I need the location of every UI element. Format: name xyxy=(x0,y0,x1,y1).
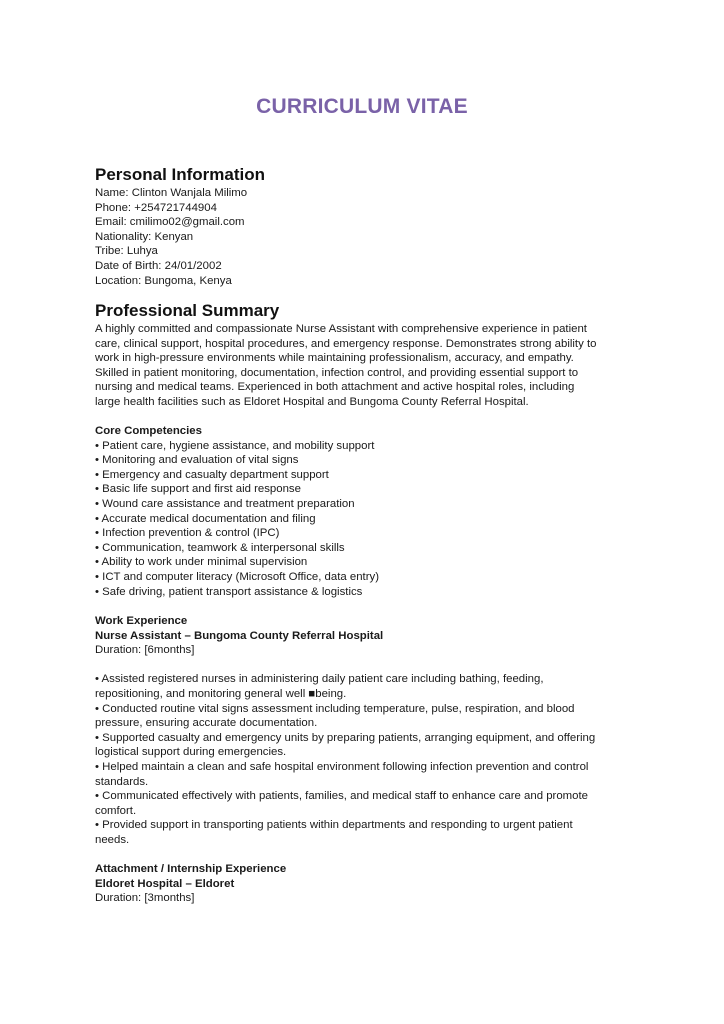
duty-line: • Assisted registered nurses in administering daily patient care including bathing, feeding, xyxy=(95,673,544,686)
job-duration: Duration: [6months] xyxy=(95,644,195,657)
attachment-section xyxy=(95,862,635,906)
personal-information-section xyxy=(95,165,635,288)
duty-line: • Conducted routine vital signs assessment including temperature, pulse, respiration, and blood xyxy=(95,702,575,715)
duty-line: • Helped maintain a clean and safe hospital environment following infection prevention and control xyxy=(95,760,589,773)
summary-line: large health facilities such as Eldoret Hospital and Bungoma County Referral Hospital. xyxy=(95,395,529,408)
duty-line: repositioning, and monitoring general well ■being. xyxy=(95,687,347,700)
summary-line: care, clinical support, hospital procedures, and emergency response. Demonstrates strong ability to xyxy=(95,337,597,350)
competency-item: • Ability to work under minimal supervision xyxy=(95,556,308,569)
personal-location: Location: Bungoma, Kenya xyxy=(95,274,232,287)
summary-line: A highly committed and compassionate Nurse Assistant with comprehensive experience in patient xyxy=(95,323,587,335)
duty-line: standards. xyxy=(95,775,149,788)
personal-email: Email: cmilimo02@gmail.com xyxy=(95,216,245,229)
summary-line: Skilled in patient monitoring, documentation, infection control, and providing essential support to xyxy=(95,366,579,379)
personal-name: Name: Clinton Wanjala Milimo xyxy=(95,187,248,199)
duty-line: • Communicated effectively with patients, families, and medical staff to enhance care and promote xyxy=(95,790,588,803)
competency-item: • Safe driving, patient transport assistance & logistics xyxy=(95,585,363,598)
competency-item: • Wound care assistance and treatment preparation xyxy=(95,497,355,510)
duty-line: comfort. xyxy=(95,804,137,817)
personal-tribe: Tribe: Luhya xyxy=(95,245,158,258)
section-subheading: Attachment / Internship Experience xyxy=(95,863,287,875)
professional-summary-section xyxy=(95,301,635,410)
attachment-duration: Duration: [3months] xyxy=(95,892,195,905)
section-subheading: Core Competencies xyxy=(95,425,202,437)
competency-item: • Infection prevention & control (IPC) xyxy=(95,527,280,540)
job-title: Nurse Assistant – Bungoma County Referral Hospital xyxy=(95,629,384,642)
core-competencies-section xyxy=(95,424,635,599)
personal-phone: Phone: +254721744904 xyxy=(95,201,217,214)
competency-item: • Accurate medical documentation and filing xyxy=(95,512,316,525)
attachment-title: Eldoret Hospital – Eldoret xyxy=(95,877,235,890)
duty-line: needs. xyxy=(95,833,130,846)
spacer xyxy=(95,658,635,673)
section-heading: Professional Summary xyxy=(95,301,280,320)
competency-item: • Monitoring and evaluation of vital signs xyxy=(95,454,299,467)
duty-line: logistical support during emergencies. xyxy=(95,746,287,759)
competency-item: • Emergency and casualty department support xyxy=(95,468,329,481)
work-experience-section xyxy=(95,614,635,848)
personal-dob: Date of Birth: 24/01/2002 xyxy=(95,259,222,272)
competency-item: • ICT and computer literacy (Microsoft Office, data entry) xyxy=(95,570,380,583)
competency-item: • Communication, teamwork & interpersonal skills xyxy=(95,541,345,554)
duty-line: pressure, ensuring accurate documentation. xyxy=(95,717,318,730)
competency-item: • Basic life support and first aid response xyxy=(95,483,301,496)
section-subheading: Work Experience xyxy=(95,615,188,627)
summary-line: nursing and medical teams. Experienced in both attachment and active hospital roles, including xyxy=(95,381,575,394)
duty-line: • Supported casualty and emergency units by preparing patients, arranging equipment, and offering xyxy=(95,731,596,744)
summary-line: work in high-pressure environments while maintaining professionalism, accuracy, and empathy. xyxy=(95,352,574,365)
duty-line: • Provided support in transporting patients within departments and responding to urgent patient xyxy=(95,819,573,832)
section-heading: Personal Information xyxy=(95,165,266,184)
personal-nationality: Nationality: Kenyan xyxy=(95,230,194,243)
document-title: CURRICULUM VITAE xyxy=(256,95,468,118)
competency-item: • Patient care, hygiene assistance, and mobility support xyxy=(95,439,375,452)
